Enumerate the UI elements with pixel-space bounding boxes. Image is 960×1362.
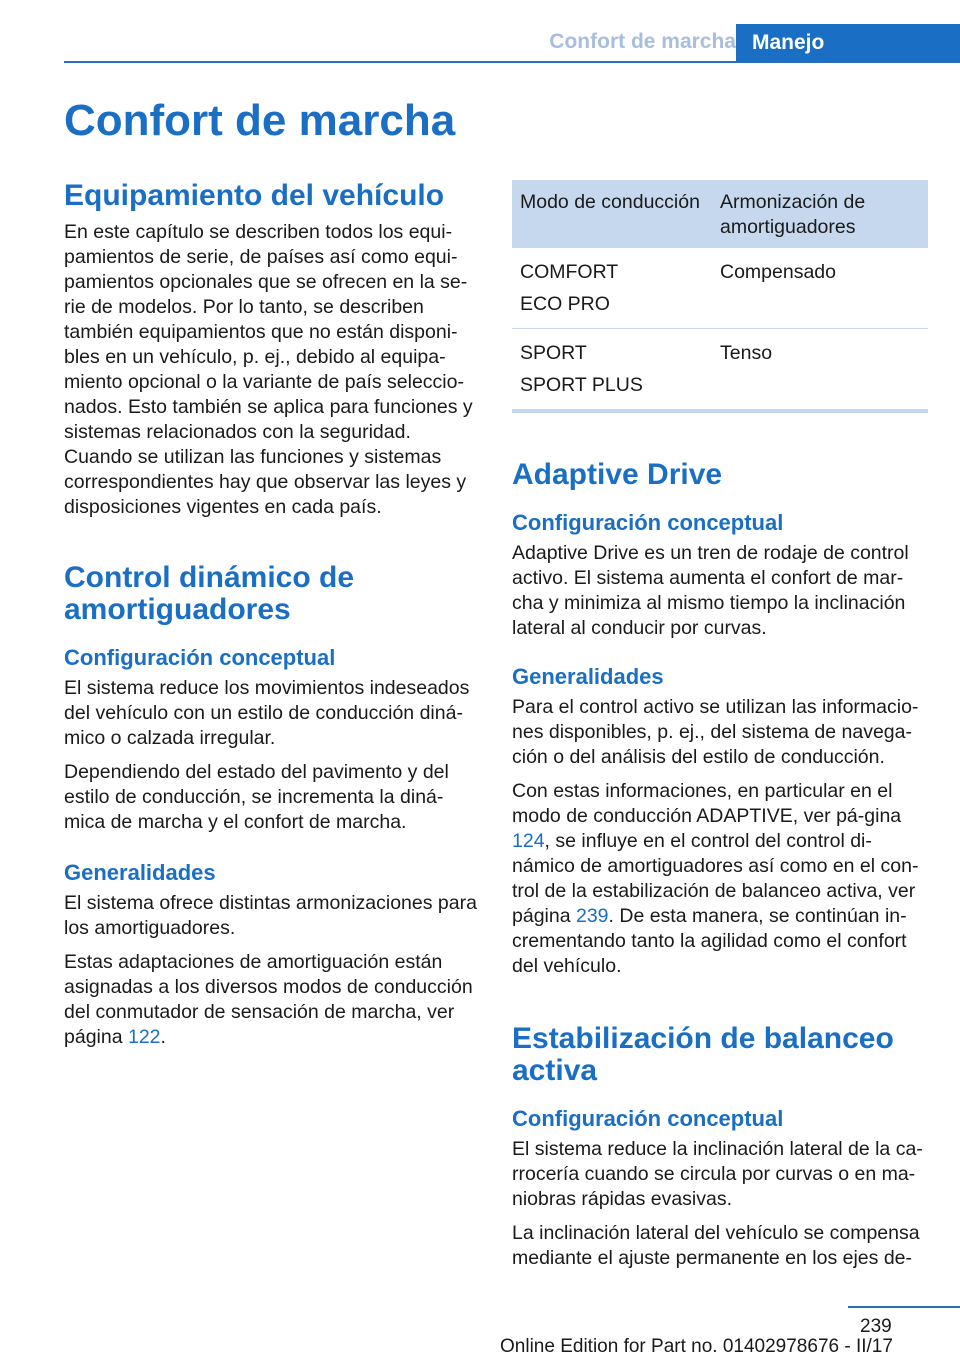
- adaptive-general-subheading: Generalidades: [512, 664, 664, 689]
- equipment-paragraph-1: En este capítulo se describen todos los equi-pamientos de serie, de países así como equi-pamientos opcionales que se ofrecen en la se-rie de modelos. Por lo tanto, se describen también equipamientos que no están disponi-bles en un vehículo, p. ej., debido al equipa-miento opcional o la variante de país seleccio-nados. Esto también se aplica para funciones y sistemas relacionados con la seguridad.: [64, 221, 473, 443]
- adaptive-paragraph-1: Adaptive Drive es un tren de rodaje de control activo. El sistema aumenta el confort de mar-cha y minimiza al mismo tiempo la inclinación lateral al conducir por curvas.: [512, 542, 909, 639]
- header-section-title: Confort de marcha: [549, 30, 736, 53]
- equipment-paragraph-2: Cuando se utilizan las funciones y sistemas correspondientes hay que observar las leyes y disposiciones vigentes en cada país.: [64, 446, 467, 518]
- page-title: Confort de marcha: [64, 96, 456, 145]
- stabilization-concept-subheading: Configuración conceptual: [512, 1106, 784, 1131]
- table-header-tuning: Armonización de amortiguadores: [712, 180, 928, 248]
- damper-paragraph-4: Estas adaptaciones de amortiguación están asignadas a los diversos modos de conducción del conmutador de sensación de marcha, ver página 122.: [64, 951, 473, 1048]
- damper-paragraph-3: El sistema ofrece distintas armonizaciones para los amortiguadores.: [64, 892, 477, 939]
- edition-footer: Online Edition for Part no. 01402978676 - II/17: [500, 1336, 893, 1357]
- footer-rule: [848, 1306, 960, 1308]
- page-number: 239: [860, 1316, 892, 1337]
- page-link-122[interactable]: 122: [127, 1026, 161, 1048]
- equipment-heading: Equipamiento del vehículo: [64, 179, 445, 212]
- roll-stabilization-heading: Estabilización de balanceo activa: [512, 1022, 894, 1087]
- adaptive-paragraph-3: Con estas informaciones, en particular en el modo de conducción ADAPTIVE, ver pá-gina 124, se influye en el control del control di-námico de amortiguadores así como en el con-trol de la estabilización de balanceo activa, ver página 239. De esta manera, se continúan in-crementando tanto la agilidad como el confort del vehículo.: [512, 780, 919, 977]
- adaptive-drive-heading: Adaptive Drive: [512, 458, 723, 491]
- adaptive-paragraph-2: Para el control activo se utilizan las informacio-nes disponibles, p. ej., del sistema de navega-ción o del análisis del estilo de conducción.: [512, 696, 919, 768]
- table-cell-tuning: Compensado: [712, 248, 928, 329]
- table-header-row: [512, 180, 928, 248]
- left-column: [64, 180, 480, 1050]
- adaptive-concept-subheading: Configuración conceptual: [512, 510, 784, 535]
- page-header: [0, 24, 960, 62]
- table-row: [512, 248, 928, 329]
- damper-paragraph-1: El sistema reduce los movimientos indeseados del vehículo con un estilo de conducción diná-mico o calzada irregular.: [64, 677, 470, 749]
- stabilization-paragraph-2: La inclinación lateral del vehículo se compensa mediante el ajuste permanente en los ejes de-: [512, 1222, 920, 1269]
- damper-general-subheading: Generalidades: [64, 860, 216, 885]
- damper-concept-subheading: Configuración conceptual: [64, 645, 336, 670]
- page-link-239[interactable]: 239: [575, 905, 609, 927]
- damper-tuning-table: [512, 180, 928, 413]
- stabilization-paragraph-1: El sistema reduce la inclinación lateral de la ca-rrocería cuando se circula por curvas o en ma-niobras rápidas evasivas.: [512, 1138, 923, 1210]
- right-column: [512, 180, 928, 1271]
- table-cell-tuning: Tenso: [712, 329, 928, 412]
- page-link-124[interactable]: 124: [512, 830, 545, 852]
- table-row: [512, 329, 928, 412]
- table-cell-mode: COMFORT ECO PRO: [512, 248, 712, 329]
- header-chapter-tab[interactable]: Manejo: [736, 24, 960, 62]
- table-header-mode: Modo de conducción: [512, 180, 712, 248]
- damper-control-heading: Control dinámico de amortiguadores: [64, 561, 355, 626]
- damper-paragraph-2: Dependiendo del estado del pavimento y del estilo de conducción, se incrementa la diná-mica de marcha y el confort de marcha.: [64, 761, 449, 833]
- table-cell-mode: SPORT SPORT PLUS: [512, 329, 712, 412]
